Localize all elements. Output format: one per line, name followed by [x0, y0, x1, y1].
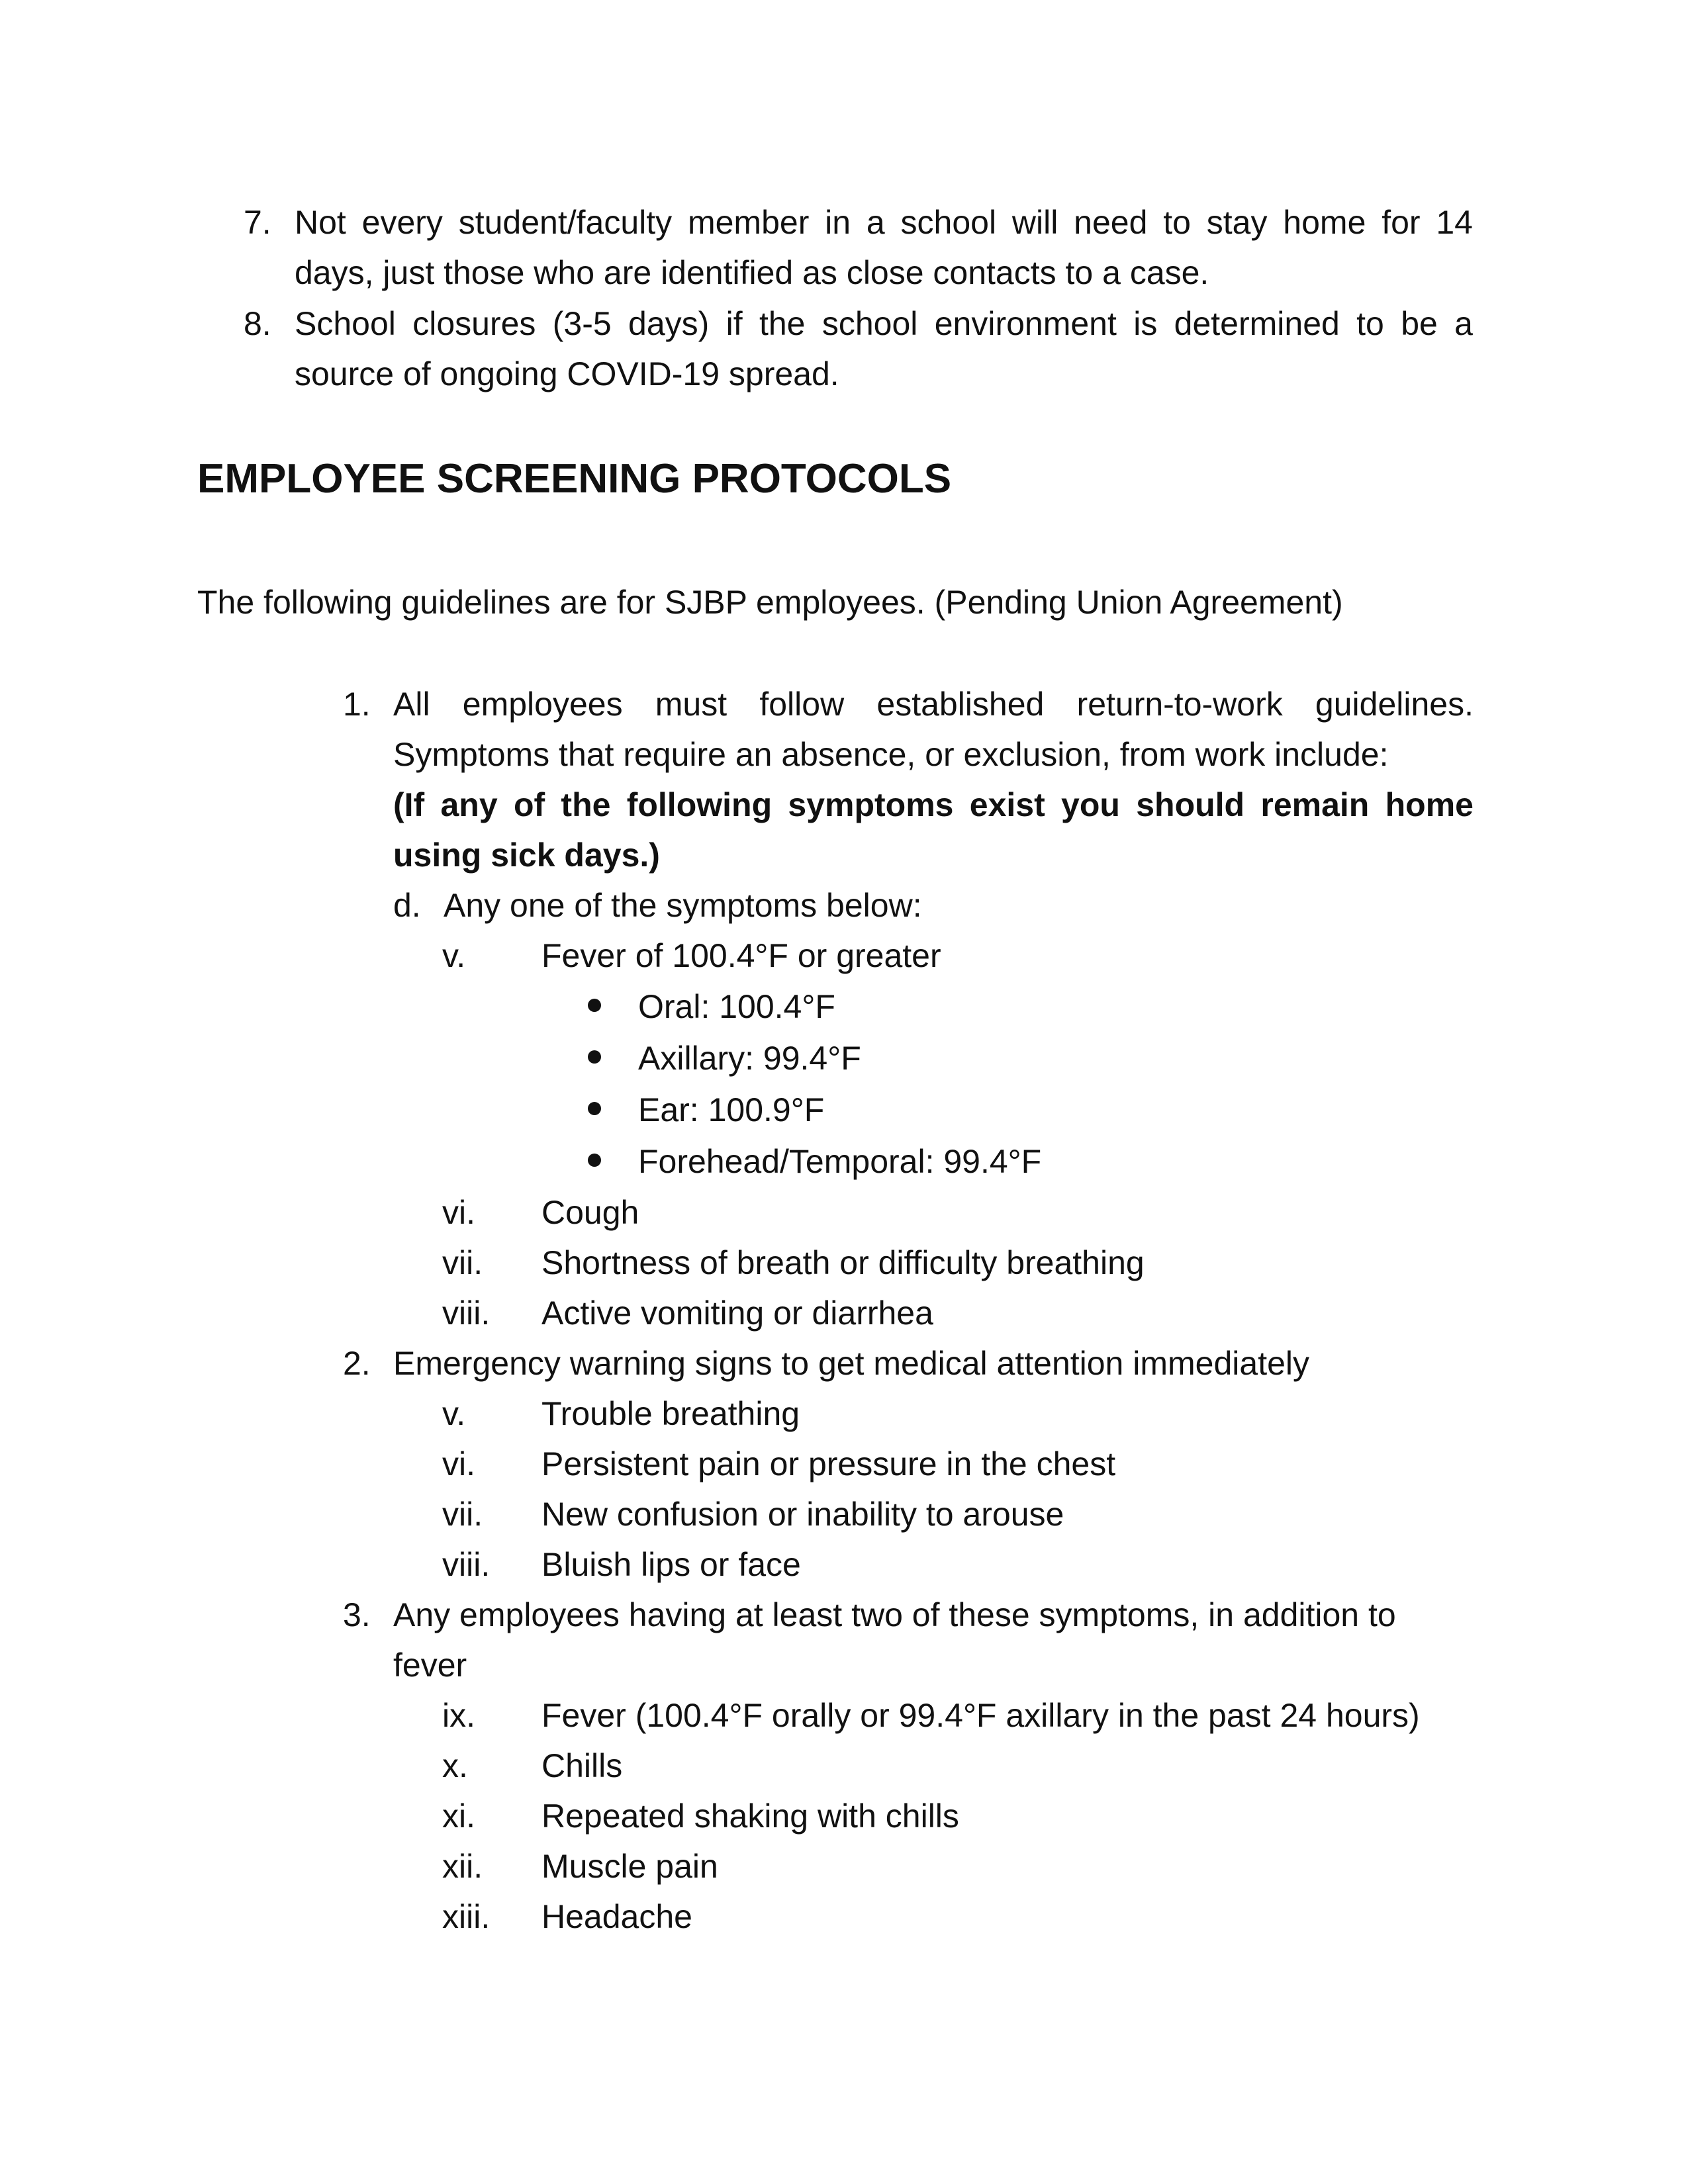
- symptom-text: Fever of 100.4°F or greater: [541, 937, 941, 974]
- section-title: EMPLOYEE SCREENING PROTOCOLS: [197, 456, 952, 502]
- sub-item-text: Any one of the symptoms below:: [444, 887, 922, 924]
- roman-numeral: x.: [442, 1747, 468, 1784]
- list-number: 2.: [343, 1345, 371, 1382]
- symptom-text: Chills: [541, 1747, 623, 1784]
- intro-paragraph: The following guidelines are for SJBP employees. (Pending Union Agreement): [197, 584, 1343, 621]
- bold-note: (If any of the following symptoms exist you should remain home: [393, 786, 1474, 823]
- temperature-item: Ear: 100.9°F: [638, 1091, 825, 1128]
- roman-numeral: v.: [442, 937, 466, 974]
- symptom-text: Shortness of breath or difficulty breathing: [541, 1244, 1145, 1281]
- list-number: 8.: [244, 305, 271, 342]
- list-item-text: All employees must follow established return-to-work guidelines.: [393, 686, 1474, 723]
- symptom-text: Fever (100.4°F orally or 99.4°F axillary in the past 24 hours): [541, 1697, 1420, 1734]
- warning-sign-text: Trouble breathing: [541, 1395, 800, 1432]
- list-item-text: days, just those who are identified as close contacts to a case.: [295, 254, 1209, 291]
- bullet-icon: [588, 1102, 601, 1115]
- roman-numeral: viii.: [442, 1546, 491, 1583]
- symptom-text: Headache: [541, 1898, 692, 1935]
- bullet-icon: [588, 1050, 601, 1064]
- bullet-icon: [588, 1154, 601, 1167]
- bullet-icon: [588, 999, 601, 1012]
- list-number: 3.: [343, 1596, 371, 1633]
- warning-sign-text: Bluish lips or face: [541, 1546, 801, 1583]
- roman-numeral: vii.: [442, 1244, 483, 1281]
- roman-numeral: vi.: [442, 1194, 475, 1231]
- roman-numeral: xi.: [442, 1797, 475, 1835]
- temperature-item: Oral: 100.4°F: [638, 988, 835, 1025]
- list-item-text: source of ongoing COVID-19 spread.: [295, 355, 839, 392]
- warning-sign-text: New confusion or inability to arouse: [541, 1496, 1064, 1533]
- symptom-text: Repeated shaking with chills: [541, 1797, 959, 1835]
- roman-numeral: xii.: [442, 1848, 483, 1885]
- list-number: 7.: [244, 204, 271, 241]
- roman-numeral: viii.: [442, 1295, 491, 1332]
- symptom-text: Active vomiting or diarrhea: [541, 1295, 933, 1332]
- temperature-item: Axillary: 99.4°F: [638, 1040, 861, 1077]
- list-item-text: School closures (3-5 days) if the school environment is determined to be a: [295, 305, 1473, 342]
- symptom-text: Muscle pain: [541, 1848, 718, 1885]
- roman-numeral: vi.: [442, 1445, 475, 1482]
- list-item-text: Not every student/faculty member in a school will need to stay home for 14: [295, 204, 1473, 241]
- roman-numeral: xiii.: [442, 1898, 491, 1935]
- bold-note: using sick days.): [393, 837, 660, 874]
- roman-numeral: vii.: [442, 1496, 483, 1533]
- warning-sign-text: Persistent pain or pressure in the chest: [541, 1445, 1116, 1482]
- temperature-item: Forehead/Temporal: 99.4°F: [638, 1143, 1042, 1180]
- roman-numeral: ix.: [442, 1697, 475, 1734]
- list-item-text: Emergency warning signs to get medical attention immediately: [393, 1345, 1310, 1382]
- list-item-text: Any employees having at least two of these symptoms, in addition to: [393, 1596, 1396, 1633]
- list-item-text: fever: [393, 1647, 467, 1684]
- roman-numeral: v.: [442, 1395, 466, 1432]
- list-number: 1.: [343, 686, 371, 723]
- sub-letter: d.: [393, 887, 421, 924]
- symptom-text: Cough: [541, 1194, 639, 1231]
- list-item-text: Symptoms that require an absence, or exclusion, from work include:: [393, 736, 1389, 773]
